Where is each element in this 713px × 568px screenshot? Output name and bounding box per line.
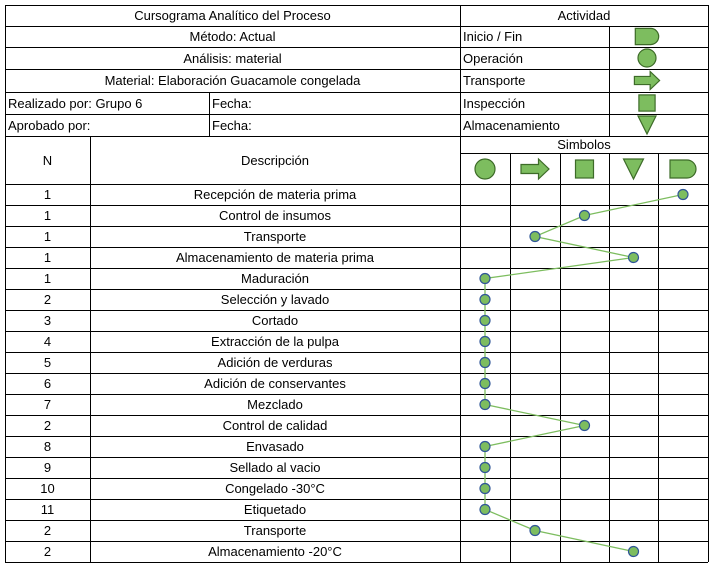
circle-icon — [475, 159, 495, 179]
triangle-down-icon — [638, 116, 656, 134]
legend-label: Inicio / Fin — [463, 29, 523, 44]
legend-label: Almacenamiento — [463, 117, 560, 133]
demora-d-shape-icon — [635, 28, 658, 44]
activity-header: Actividad — [557, 8, 611, 23]
row-description: Control de insumos — [219, 208, 331, 223]
row-number: 11 — [40, 502, 55, 517]
legend-label: Operación — [463, 50, 523, 66]
row-description: Congelado -30°C — [225, 481, 325, 496]
demora-d-shape-icon — [670, 160, 696, 178]
row-number: 1 — [43, 208, 52, 223]
row-description: Recepción de materia prima — [193, 187, 357, 202]
row-number: 1 — [43, 229, 52, 244]
column-header-symbols: Simbolos — [557, 137, 611, 152]
date-label-2: Fecha: — [212, 117, 252, 133]
arrow-right-icon — [521, 159, 549, 179]
row-description: Mezclado — [247, 397, 303, 412]
row-number: 1 — [43, 250, 52, 265]
row-description: Etiquetado — [243, 502, 307, 517]
row-description: Cortado — [251, 313, 299, 328]
analysis-label: Análisis: material — [183, 50, 282, 66]
square-icon — [576, 160, 594, 178]
chart-title: Cursograma Analítico del Proceso — [134, 8, 331, 23]
row-description: Adición de verduras — [217, 355, 333, 370]
row-number: 10 — [40, 481, 55, 496]
row-description: Almacenamiento de materia prima — [176, 250, 374, 265]
row-description: Transporte — [243, 523, 307, 538]
row-number: 2 — [43, 544, 52, 559]
legend-label: Inspección — [463, 95, 526, 111]
triangle-down-icon — [624, 159, 644, 179]
row-number: 1 — [43, 187, 52, 202]
approved-by-label: Aprobado por: — [8, 117, 91, 133]
method-label: Método: Actual — [189, 29, 276, 44]
row-number: 9 — [43, 460, 52, 475]
row-number: 2 — [43, 523, 52, 538]
row-number: 1 — [43, 271, 52, 286]
row-number: 4 — [43, 334, 52, 349]
row-description: Sellado al vacio — [229, 460, 321, 475]
material-label: Material: Elaboración Guacamole congelada — [104, 73, 361, 88]
row-description: Selección y lavado — [220, 292, 330, 307]
row-number: 5 — [43, 355, 52, 370]
row-description: Maduración — [241, 271, 309, 286]
row-description: Extracción de la pulpa — [211, 334, 339, 349]
column-header-description: Descripción — [241, 152, 309, 168]
arrow-right-icon — [634, 72, 659, 90]
square-icon — [639, 95, 655, 111]
date-label-1: Fecha: — [212, 95, 252, 111]
row-number: 8 — [43, 439, 52, 454]
row-number: 2 — [43, 292, 52, 307]
row-description: Control de calidad — [222, 418, 328, 433]
legend-label: Transporte — [463, 73, 526, 88]
column-header-n: N — [42, 152, 53, 168]
row-number: 7 — [43, 397, 52, 412]
made-by-label: Realizado por: Grupo 6 — [8, 95, 143, 111]
row-number: 3 — [43, 313, 52, 328]
row-number: 2 — [43, 418, 52, 433]
circle-icon — [638, 49, 656, 67]
row-description: Transporte — [243, 229, 307, 244]
row-description: Almacenamiento -20°C — [208, 544, 342, 559]
row-number: 6 — [43, 376, 52, 391]
row-description: Adición de conservantes — [204, 376, 346, 391]
row-description: Envasado — [246, 439, 304, 454]
